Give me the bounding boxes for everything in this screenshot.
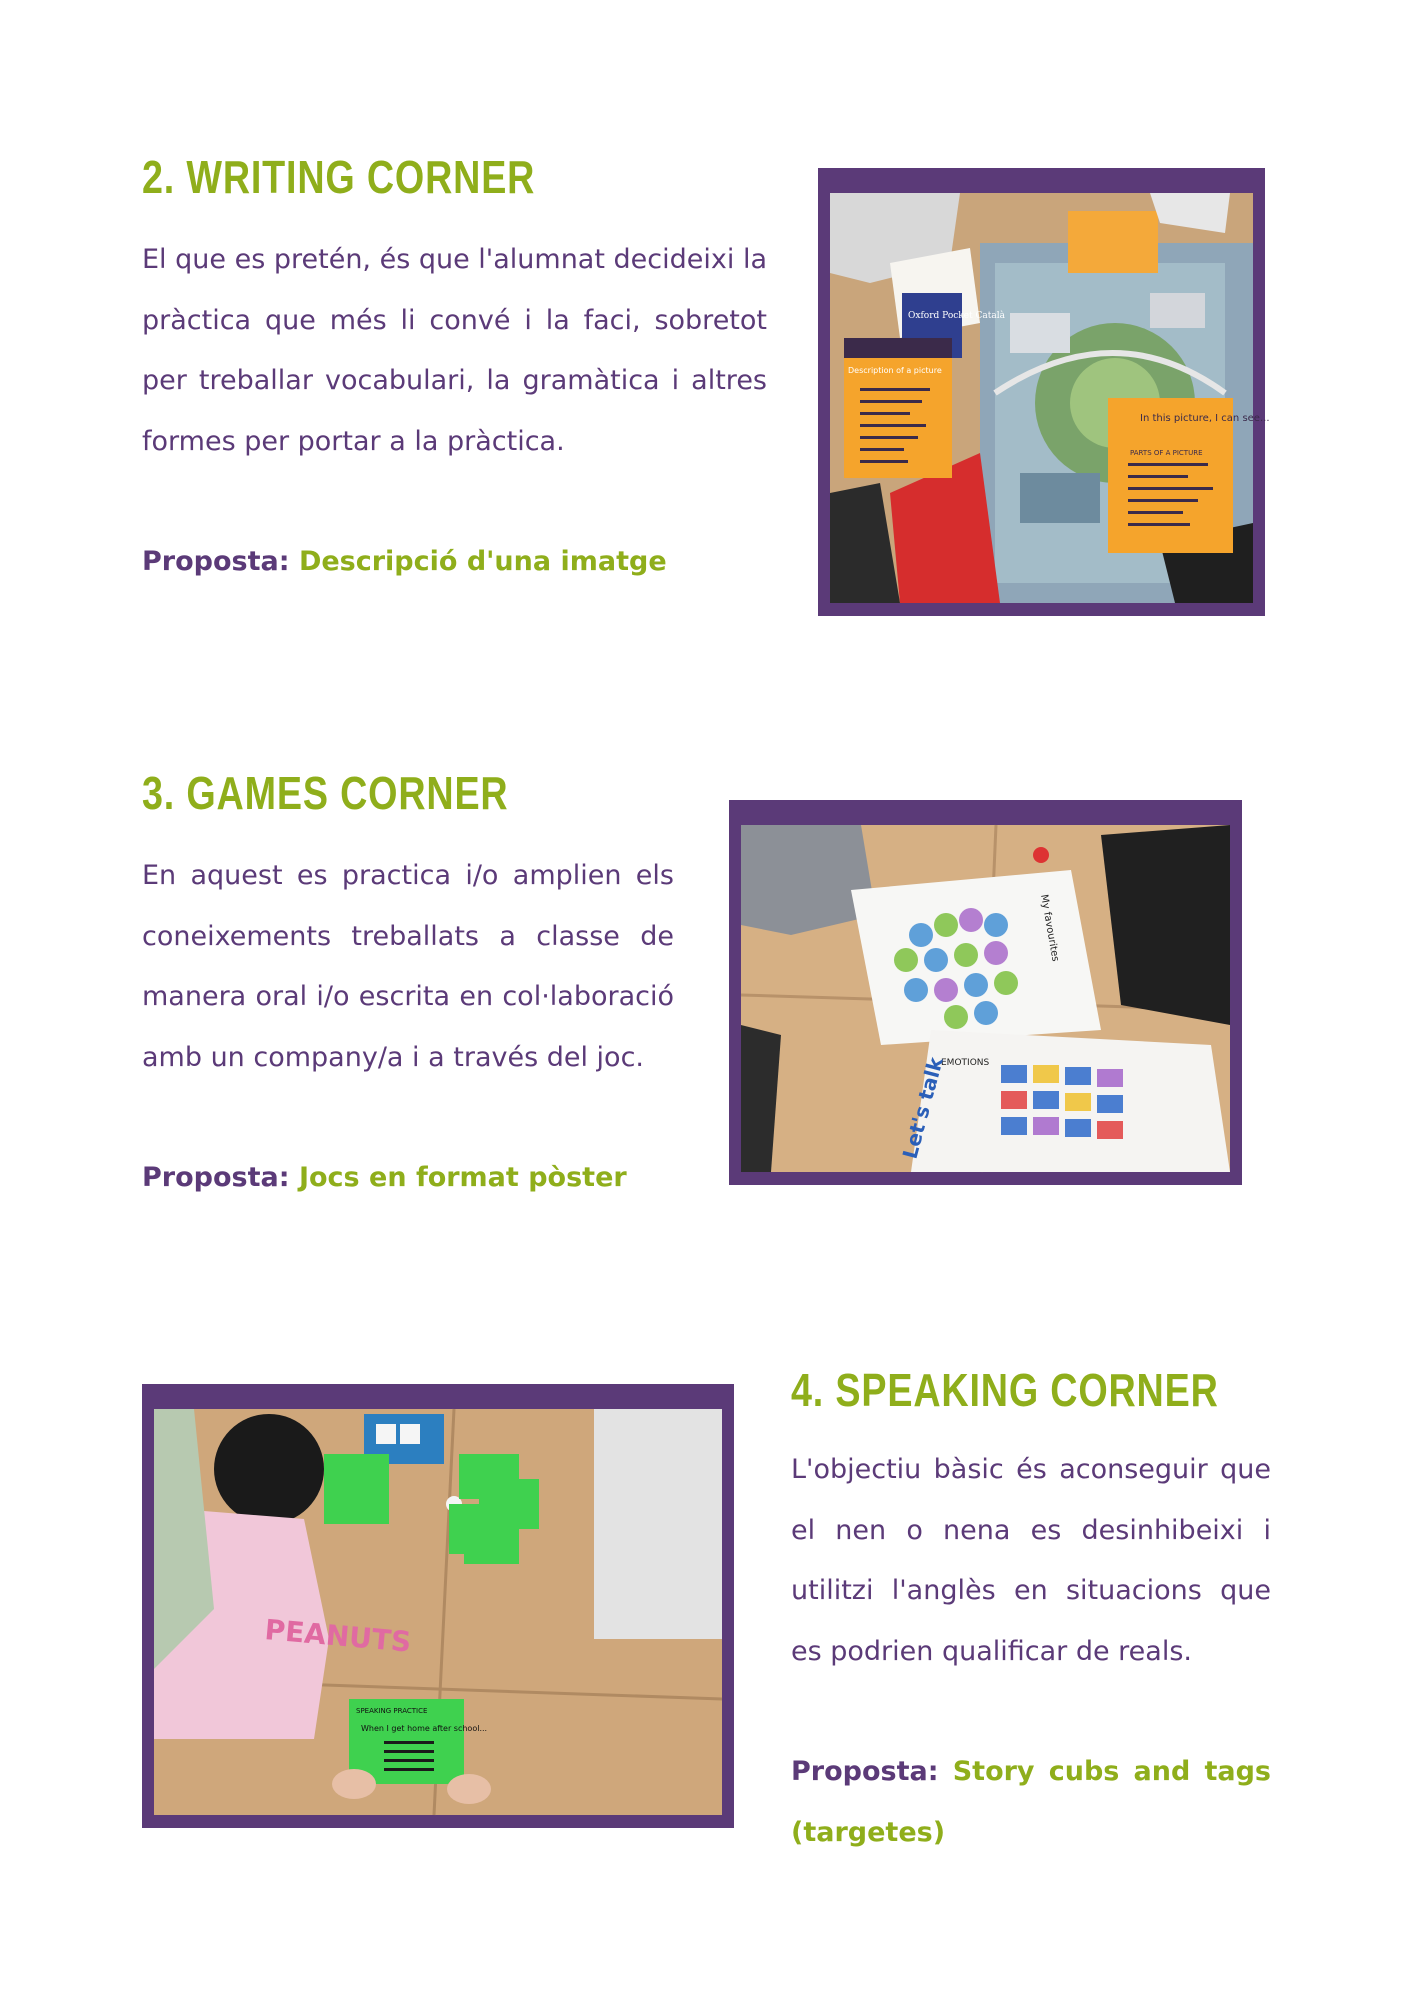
- proposal-writing-corner: [142, 532, 667, 593]
- section-title-speaking-corner: 4. SPEAKING CORNER: [791, 1364, 1219, 1416]
- photo-frame-writing-corner: [818, 168, 1270, 616]
- photo-card2-title: In this picture, I can see...: [1140, 413, 1270, 424]
- section-body-games-corner: En aquest es practica i/o amplien els coneixements treballats a classe de manera oral i/o escrita en col·laboració amb un company/a i a través del joc.: [142, 860, 674, 1073]
- photo-board1-title: My favourites: [1038, 893, 1061, 963]
- photo-card-question: When I get home after school...: [361, 1724, 488, 1733]
- proposal-label: Proposta:: [142, 546, 290, 577]
- photo-games-corner: [741, 825, 1230, 1172]
- proposal-speaking-corner: [791, 1742, 1271, 1863]
- section-body-speaking-corner: L'objectiu bàsic és aconseguir que el nen o nena es desinhibeixi i utilitzi l'anglès en situacions que es podrien qualificar de reals.: [791, 1454, 1271, 1667]
- section-body-writing-corner: El que es pretén, és que l'alumnat decideixi la pràctica que més li convé i la faci, sobretot per treballar vocabulari, la gramàtica i altres formes per portar a la pràctica.: [142, 244, 767, 457]
- photo-sweater-text: PEANUTS: [263, 1613, 413, 1659]
- photo-card1-title: Description of a picture: [848, 366, 942, 375]
- proposal-label: Proposta:: [142, 1162, 290, 1193]
- photo-speaking-corner: [154, 1409, 722, 1815]
- section-title-games-corner: 3. GAMES CORNER: [142, 767, 509, 819]
- photo-card-header: SPEAKING PRACTICE: [356, 1707, 428, 1715]
- photo-board2-side: Let's talk: [897, 1054, 948, 1162]
- proposal-value: Jocs en format pòster: [298, 1162, 627, 1193]
- photo-card2-subtitle: PARTS OF A PICTURE: [1130, 449, 1203, 457]
- photo-frame-speaking-corner: [142, 1384, 734, 1828]
- photo-dictionary-text: Oxford Pocket Català: [908, 311, 1006, 321]
- proposal-value: Story cubs and tags (targetes): [791, 1756, 1271, 1848]
- photo-writing-corner: [830, 193, 1270, 603]
- section-title-writing-corner: 2. WRITING CORNER: [142, 151, 536, 203]
- proposal-games-corner: [142, 1148, 627, 1209]
- photo-frame-games-corner: [729, 800, 1242, 1185]
- photo-board2-title: EMOTIONS: [941, 1058, 990, 1068]
- proposal-value: Descripció d'una imatge: [298, 546, 667, 577]
- proposal-label: Proposta:: [791, 1756, 939, 1787]
